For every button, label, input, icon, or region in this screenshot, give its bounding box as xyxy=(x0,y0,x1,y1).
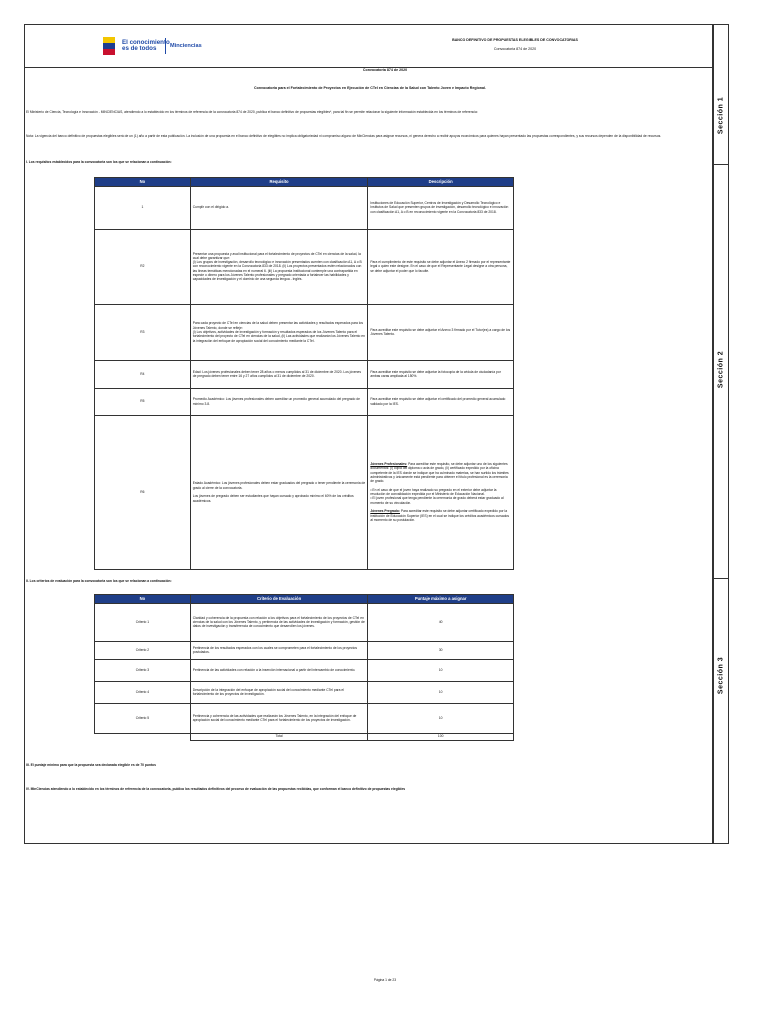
criteria-header-row xyxy=(95,595,514,604)
section-iv-text: IV. MinCiencias atendiendo a lo establecido en los términos de referencia de la convocatoria, publica los resultados definitivos del proceso de evaluación de las propuestas recibidas, que conforman el banco definitivo de propuestas elegibles xyxy=(26,787,406,791)
criterion-points: 30 xyxy=(368,641,514,659)
table-row xyxy=(95,229,514,304)
total-value: 100 xyxy=(368,733,514,740)
criterion-points: 40 xyxy=(368,603,514,641)
total-label: Total xyxy=(190,733,368,740)
requirement-description: Instituciones de Educación Superior, Centros de Investigación y Desarrollo Tecnológico e Institutos de Salud que presenten grupos de investigación, desarrollo tecnológico e innovación con clasificación A1, A o B en reconocimiento vigente en la Convocatoria 833 de 2018. xyxy=(368,186,514,229)
table-row xyxy=(95,304,514,360)
requirement-description: Para acreditar este requisito se debe adjuntar el certificado del promedio general acumulado validado por la IES. xyxy=(368,388,514,415)
table-row xyxy=(95,388,514,415)
criterion-text: Pertinencia de los resultados esperados con los cuales se comprometen para el fortalecimiento de los proyectos postulados. xyxy=(190,641,368,659)
section-iii-text: III. El puntaje mínimo para que la propuesta sea declarada elegible es de 70 puntos xyxy=(26,763,156,767)
requirement-text: Para cada proyecto de CTeI en ciencias de la salud deben presentar las actividades y resultados esperados para los Jóvenes Talento, donde se refleje: (i) Los objetivos, actividades de investigación y formación y resultados esperados de los Jóvenes Talento para el fortalecimiento del proyecto de CTeI en ciencias de la salud, (ii) Las actividades que realizarán los Jóvenes Talento en la integración del enfoque de apropiación social del conocimiento mediante la CTeI. xyxy=(190,304,368,360)
requirement-description: Para acreditar este requisito se debe adjuntar la fotocopia de la cédula de ciudadanía por ambas caras ampliada al 150%. xyxy=(368,360,514,388)
total-spacer xyxy=(95,733,191,740)
intro-paragraph: El Ministerio de Ciencia, Tecnología e Innovación - MINCIENCIAS, atendiendo a lo establecido en los términos de referencia de la convocatoria 874 de 2020, publica el banco definitivo de propuestas elegibles*, para tal fin se permite relacionar la siguiente información establecida en los términos de referencia: xyxy=(26,110,478,114)
requirements-header-row xyxy=(95,178,514,187)
table-row xyxy=(95,641,514,659)
intro-note: Nota: La vigencia del banco definitivo de propuestas elegibles será de un (1) año a partir de esta publicación. La inclusión de una propuesta en el banco definitivo de elegibles no implica obligatoriedad ni compromiso alguno de MinCiencias para asignar recursos, ni genera derecho a recibir apoyos económicos para quienes hayan presentado las propuestas correspondientes, y sus recursos dependen de la disponibilidad de recursos. xyxy=(26,134,662,138)
table-row xyxy=(95,415,514,569)
total-row xyxy=(95,733,514,740)
criterion-points: 10 xyxy=(368,703,514,733)
column-header: Descripción xyxy=(368,178,514,187)
requirement-description: Jóvenes Profesionales: Para acreditar este requisito, se debe adjuntar uno de los siguientes documentos: (i) copia del diploma o acta de grado, (ii) certificado expedido por la oficina competente de la IES donde se indique que ha culminado materias, se han surtido los trámites administrativos y únicamente está pendiente para obtener el título profesional es la ceremonia de grado. • En el caso de que el joven haya realizado su pregrado en el exterior debe adjuntar la resolución de convalidación expedida por el Ministerio de Educación Nacional. • El joven profesional que tenga pendiente la ceremonia de grado deberá estar graduado al momento de su vinculación. Jóvenes Pregrado: Para acreditar este requisito se debe adjuntar certificado expedido por la institución de Educación Superior (IES) en el cual se indique los créditos académicos cursados al momento de su postulación. xyxy=(368,415,514,569)
section-divider xyxy=(713,578,729,579)
criterion-number: Criterio 5 xyxy=(95,703,191,733)
requirement-text: Estado Académico: Los jóvenes profesionales deben estar graduados del pregrado o tener pendiente la ceremonia de grado al cierre de la convocatoria. Los jóvenes de pregrado deben ser estudiantes que hayan cursado y aprobado mínimo el 60% de los créditos académicos. xyxy=(190,415,368,569)
table-row xyxy=(95,703,514,733)
requirement-description: Para acreditar este requisito se debe adjuntar el Anexo 3 firmado por el Tutor(es) a cargo de los Jóvenes Talento. xyxy=(368,304,514,360)
criterion-points: 10 xyxy=(368,659,514,681)
criterion-number: Criterio 2 xyxy=(95,641,191,659)
column-header: Requisito xyxy=(190,178,368,187)
page-number: Página 1 de 23 xyxy=(373,978,397,982)
column-header: Criterio de Evaluación xyxy=(190,595,368,604)
section-divider xyxy=(713,164,729,165)
column-header: No xyxy=(95,595,191,604)
table-row xyxy=(95,186,514,229)
requirements-heading: I. Los requisitos establecidos para la convocatoria son los que se relacionan a continuación: xyxy=(26,160,172,164)
convocatoria-name: Convocatoria para el Fortalecimiento de Proyectos en Ejecución de CTeI en Ciencias de la Salud con Talento Joven e Impacto Regional. xyxy=(254,86,486,90)
criterion-text: Claridad y coherencia de la propuesta con relación a los objetivos para el fortalecimiento de los proyectos de CTeI en ciencias de la salud con los Jóvenes Talento, y pertinencia de las actividades de investigación y formación, gestión de datos de investigación y transferencia de conocimiento que desarrollen los jóvenes. xyxy=(190,603,368,641)
requirement-number: R6 xyxy=(95,415,191,569)
table-row xyxy=(95,603,514,641)
requirement-number: 1 xyxy=(95,186,191,229)
criteria-heading: II. Los criterios de evaluación para la convocatoria son los que se relacionan a continuación: xyxy=(26,579,172,583)
criterion-number: Criterio 4 xyxy=(95,681,191,703)
logo-separator xyxy=(165,38,166,54)
requirements-table xyxy=(94,177,514,570)
requirement-text: Promedio Académico: Los jóvenes profesionales deben acreditar un promedio general acumulado del pregrado de mínimo 3.8. xyxy=(190,388,368,415)
document-title: BANCO DEFINITIVO DE PROPUESTAS ELEGIBLES DE CONVOCATORIAS xyxy=(452,38,578,42)
criterion-number: Criterio 1 xyxy=(95,603,191,641)
requirement-number: R3 xyxy=(95,304,191,360)
criterion-text: Pertinencia y coherencia de las actividades que realizarán los Jóvenes Talento, en la integración del enfoque de apropiación social del conocimiento mediante CTeI para el fortalecimiento de los proyectos de investigación. xyxy=(190,703,368,733)
requirement-text: Presentar una propuesta y aval institucional para el fortalecimiento de proyectos de CTeI en ciencias de la salud, la cual debe garantizar que: (i) Los grupos de investigación, desarrollo tecnológico e innovación presentados cuenten con clasificación A1, A o B con reconocimiento vigente en la Convocatoria 833 de 2018. (ii) Los proyectos presentados estén relacionados con las líneas temáticas mencionadas en el numeral 6. (iii) La propuesta institucional contemple una contrapartida en especie o dinero para los Jóvenes Talento profesionales y pregrado orientada a fortalecer las habilidades y capacidades de investigación y el dominio de una segunda lengua - Inglés. xyxy=(190,229,368,304)
logo-mark-icon xyxy=(103,37,115,55)
requirement-description: Para el cumplimiento de este requisito se debe adjuntar el Anexo 2 firmado por el representante legal o quien este designe. En el caso de que el Representante Legal designe a otra persona, se debe adjuntar el poder que lo faculte. xyxy=(368,229,514,304)
criteria-table xyxy=(94,594,514,741)
criterion-points: 10 xyxy=(368,681,514,703)
requirement-number: R5 xyxy=(95,388,191,415)
column-header: No xyxy=(95,178,191,187)
document-subtitle: Convocatoria 874 de 2020 xyxy=(493,47,537,51)
requirement-number: R4 xyxy=(95,360,191,388)
requirement-text: Edad: Los jóvenes profesionales deben tener 28 años o menos cumplidos al 31 de diciembre de 2020. Los jóvenes de pregrado deben tener entre 16 y 27 años cumplidos al 31 de diciembre de 2020. xyxy=(190,360,368,388)
criterion-text: Pertinencia de las actividades con relación a la inserción internacional a partir del intercambio de conocimiento. xyxy=(190,659,368,681)
criterion-text: Descripción de la integración del enfoque de apropiación social del conocimiento mediante CTeI para el fortalecimiento de los proyectos de investigación. xyxy=(190,681,368,703)
table-row xyxy=(95,360,514,388)
criterion-number: Criterio 3 xyxy=(95,659,191,681)
table-row xyxy=(95,659,514,681)
column-header: Puntaje máximo a asignar xyxy=(368,595,514,604)
table-row xyxy=(95,681,514,703)
requirement-number: R2 xyxy=(95,229,191,304)
ministry-logo: Minciencias xyxy=(170,43,202,49)
requirement-text: Cumplir con el dirigido a. xyxy=(190,186,368,229)
convocatoria-number: Convocatoria 874 de 2020 xyxy=(362,68,408,72)
section-2-label: Sección 2 xyxy=(717,350,725,389)
section-3-label: Sección 3 xyxy=(717,656,725,695)
logo-text: El conocimiento es de todos xyxy=(122,39,170,52)
section-1-label: Sección 1 xyxy=(717,96,725,135)
